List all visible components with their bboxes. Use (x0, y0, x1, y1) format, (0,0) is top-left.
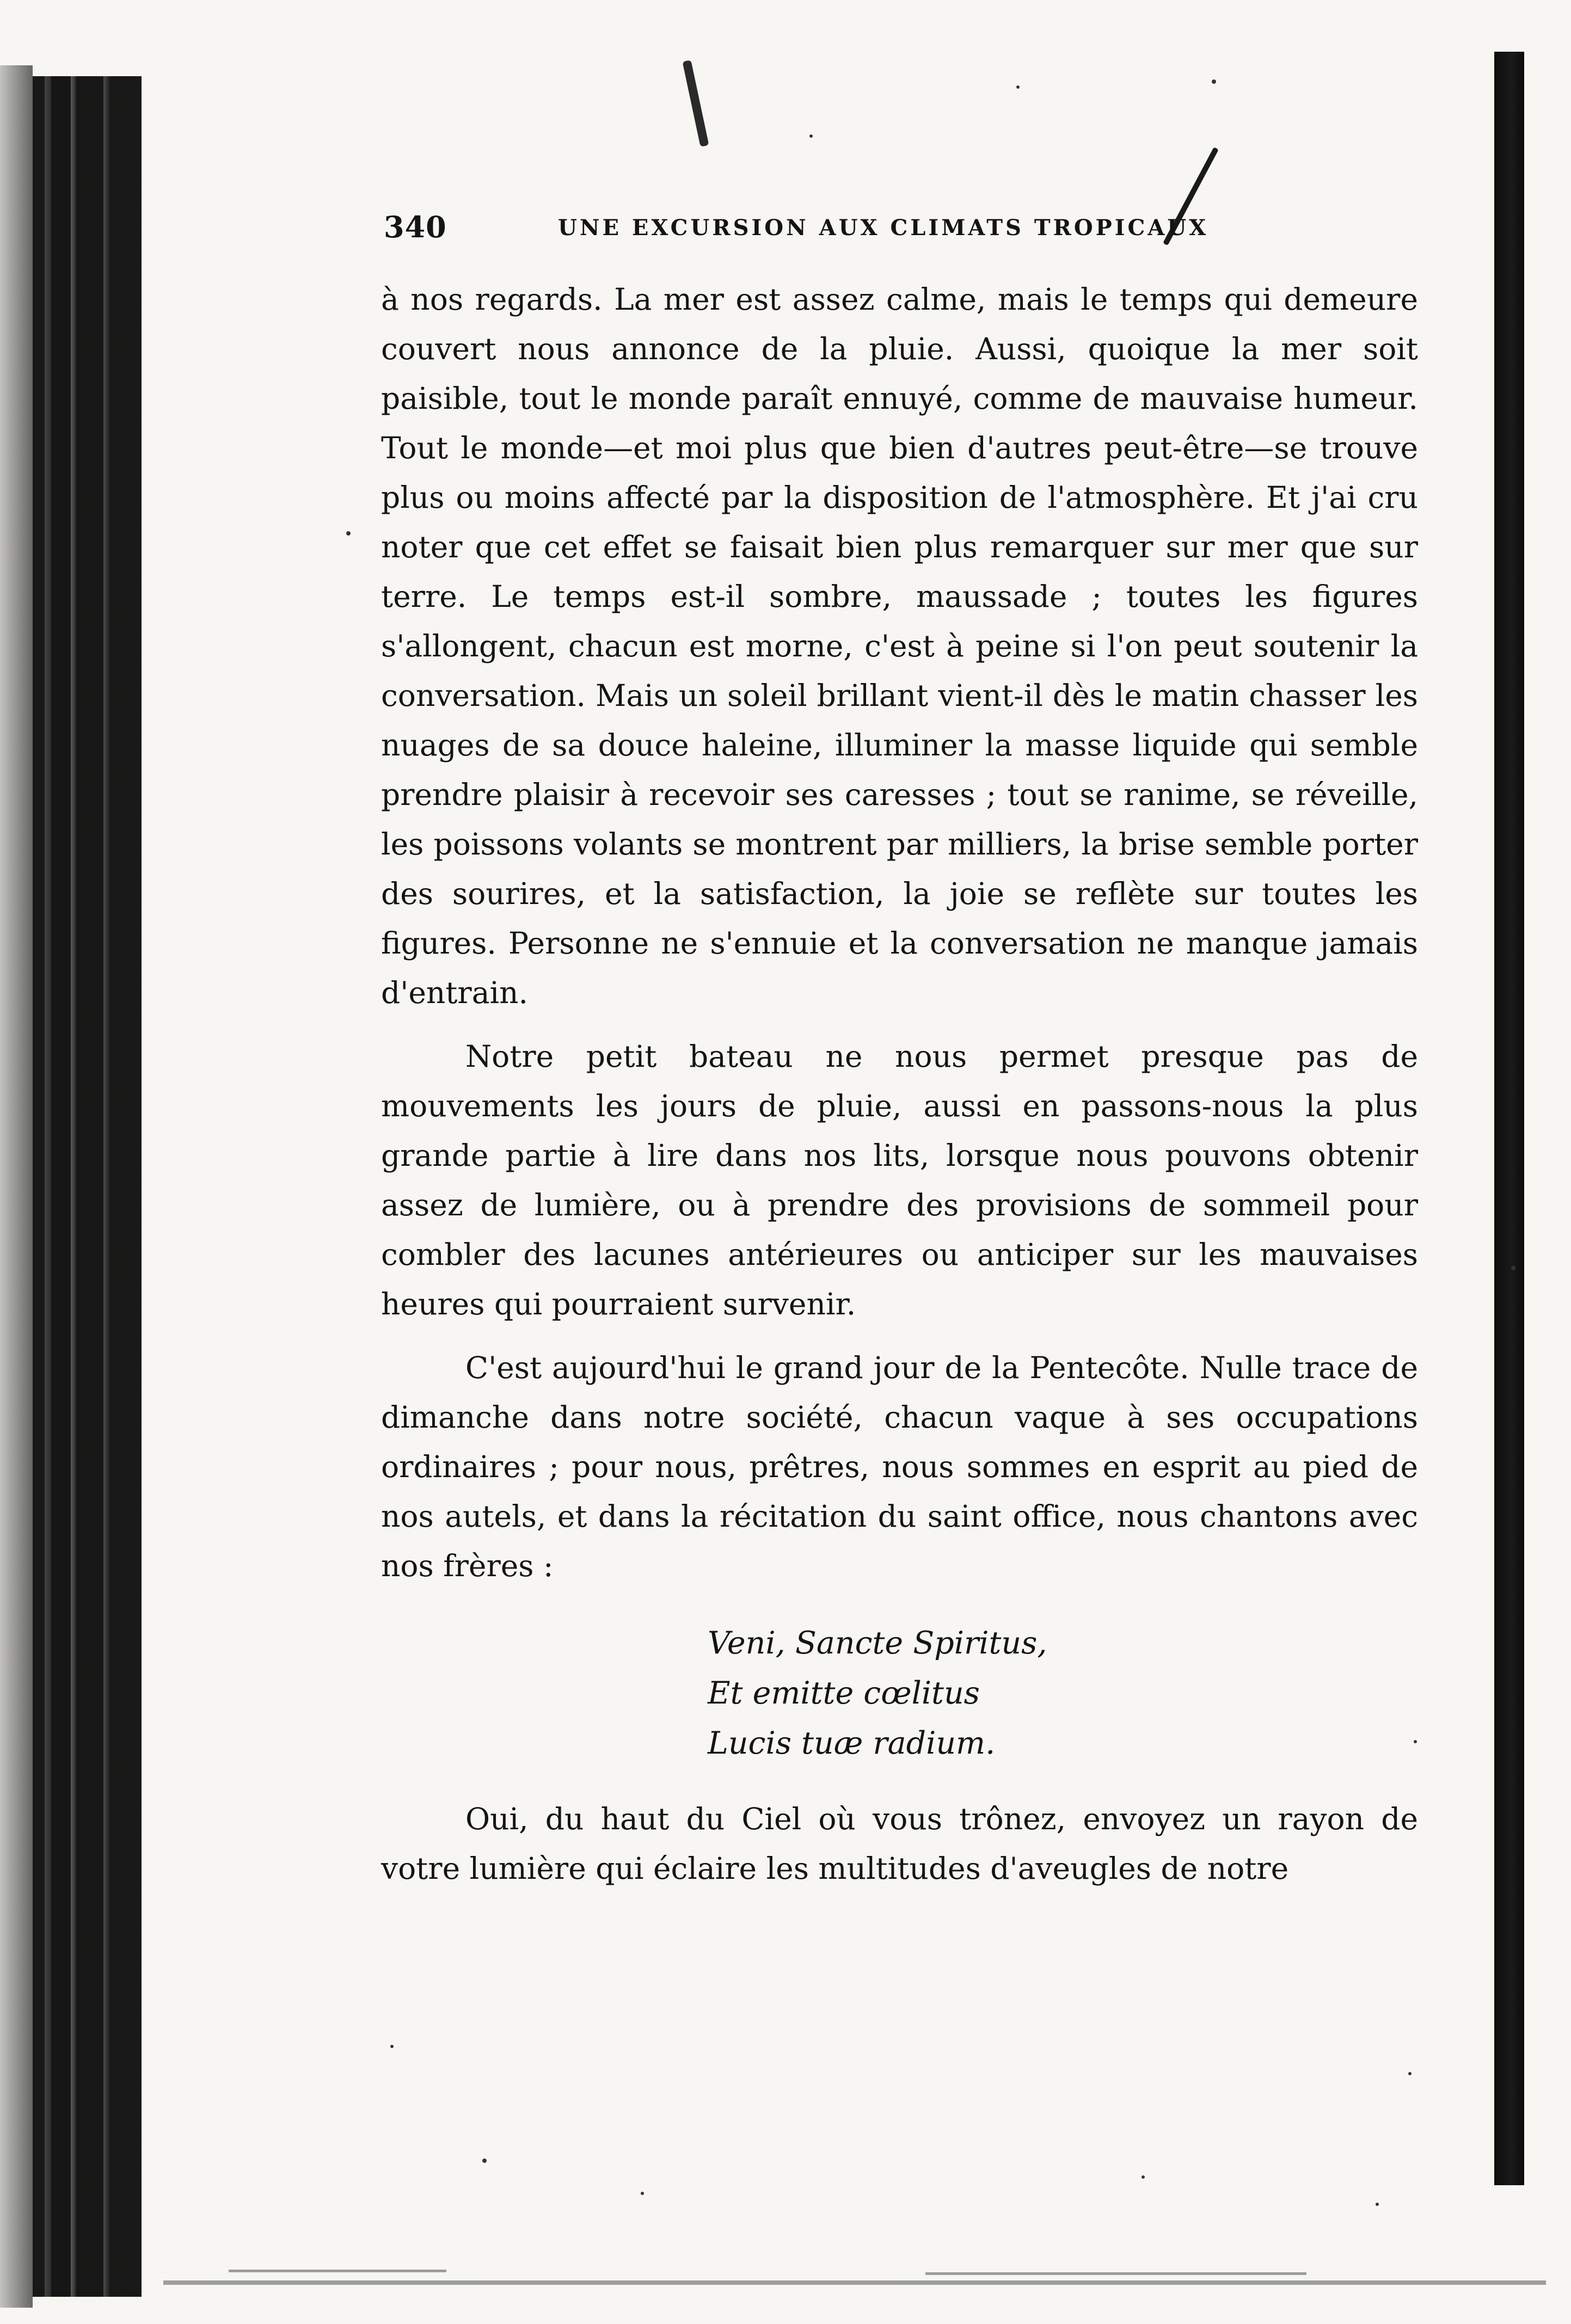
latin-verse (708, 1618, 1418, 1768)
running-head (384, 210, 1418, 248)
page-number: 340 (384, 210, 447, 244)
paragraph-1: à nos regards. La mer est assez calme, mais le temps qui demeure couvert nous annonce de la pluie. Aussi, quoique la mer soit paisible, tout le monde paraît ennuyé, comme de mauvaise humeur. Tout le monde—et moi plus que bien d'autres peut-être—se trouve plus ou moins affecté par la disposition de l'atmosphère. Et j'ai cru noter que cet effet se faisait bien plus remarquer sur mer que sur terre. Le temps est-il sombre, maussade ; toutes les figures s'allongent, chacun est morne, c'est à peine si l'on peut soutenir la conversation. Mais un soleil brillant vient-il dès le matin chasser les nuages de sa douce haleine, illuminer la masse liquide qui semble prendre plaisir à recevoir ses caresses ; tout se ranime, se réveille, les poissons volants se montrent par milliers, la brise semble porter des sourires, et la satisfaction, la joie se reflète sur toutes les figures. Personne ne s'ennuie et la conversation ne manque jamais d'entrain. (381, 282, 1418, 1010)
right-binding-edge (1494, 52, 1524, 2185)
body-text (381, 275, 1418, 1893)
paragraph-2: Notre petit bateau ne nous permet presque pas de mouvements les jours de pluie, aussi en passons-nous la plus grande partie à lire dans nos lits, lorsque nous pouvons obtenir assez de lumière, ou à prendre des provisions de sommeil pour combler des lacunes antérieures ou anticiper sur les mauvaises heures qui pourraient survenir. (381, 1039, 1418, 1321)
left-binding-edge (33, 76, 142, 2297)
ink-mark-top (683, 60, 709, 147)
paragraph-3: C'est aujourd'hui le grand jour de la Pentecôte. Nulle trace de dimanche dans notre société, chacun vaque à ses occupations ordinaires ; pour nous, prêtres, nous sommes en esprit au pied de nos autels, et dans la récitation du saint office, nous chantons avec nos frères : (381, 1350, 1418, 1583)
paragraph-4: Oui, du haut du Ciel où vous trônez, envoyez un rayon de votre lumière qui éclaire les multitudes d'aveugles de notre (381, 1802, 1418, 1886)
verse-line-1: Veni, Sancte Spiritus, (708, 1625, 1047, 1661)
header-title: UNE EXCURSION AUX CLIMATS TROPICAUX (558, 215, 1209, 241)
verse-line-2: Et emitte cœlitus (708, 1675, 980, 1711)
left-edge-shadow (0, 65, 33, 2308)
verse-line-3: Lucis tuæ radium. (708, 1725, 996, 1761)
